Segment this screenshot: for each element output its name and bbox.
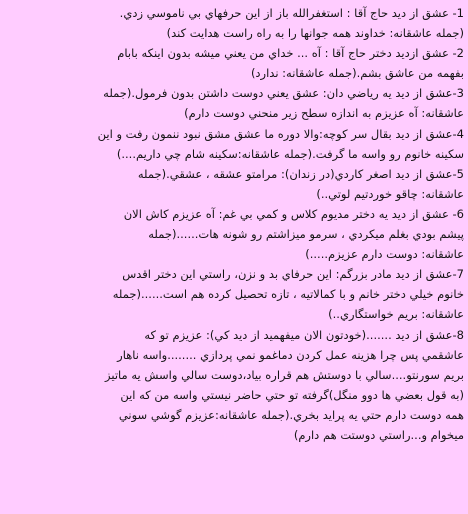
text-line: 6- عشق از ديد يه دختر مديوم كلاس و كمي بي غم: آه عزيزم كاش الان [123,206,464,221]
text-line: بريم سورنتو....سالي با دوستش هم قراره بياد،دوست سالي واسش يه ماتيز [105,367,464,382]
text-line: عاشقانه: آه عزيزم به اندازه سطح زير منحني دوست دارم) [184,106,464,121]
text-line: 8-عشق از ديد .......(خودتون الان ميفهميد از ديد كي): عزيزم تو كه [144,327,464,342]
text-line: بفهمه من عاشق بشم.(جمله عاشقانه: ندارد) [250,66,464,81]
article-text [8,3,464,445]
text-line: 5-عشق از ديد اصغر كاردي(در زندان): مرامتو عشقه ، عشقي.(جمله [137,166,464,181]
text-line: همه دوست دارم حتي يه پرايد بخري.(جمله عاشقانه:عزيزم گوشي سوني [118,407,464,422]
text-line: 3-عشق از ديد يه رياضي دان: عشق يعني دوست داشتن بدون فرمول.(جمله [103,86,464,101]
text-line: عاشقمي پس چرا هزينه عمل كردن دماغمو نمي پردازي ........واسه ناهار [117,347,464,362]
text-line: پيشم بودي بغلم ميكردي ، سرمو ميزاشتم رو شونه هات......(جمله [148,227,464,242]
text-line: 2- عشق ازديد دختر حاج آقا : آه ... خداي من يعني ميشه بدون اينكه بابام [117,46,464,61]
text-line: 7-عشق از ديد مادر بزرگم: اين حرفاي بد و نزن، راستي اين دختر اقدس [122,267,464,282]
text-line: عاشقانه: بريم خواستگاري..) [328,307,464,322]
text-line: سكينه خانوم رو واسه ما گرفت.(جمله عاشقانه:سكينه شام چي داريم....) [116,146,464,161]
text-line: (به قول بعضي ها دوو منگل)گرفته تو حتي حاضر نيستي واسه من كه اين [120,387,464,402]
page [0,3,468,514]
text-line: عاشقانه: دوست دارم عزيزم.....) [305,247,464,262]
text-line: (جمله عاشقانه: خداوند همه جوانها را به راه راست هدايت كند) [166,26,464,41]
text-line: عاشقانه: چاقو خوردتيم لوتي..) [316,186,464,201]
text-line: 4-عشق از ديد بقال سر كوچه:والا دوره ما عشق مشق نبود ننمون رفت و اين [97,126,464,141]
text-line: 1- عشق از ديد حاج آقا : استغفرالله باز از اين حرفهاي بي ناموسي زدي. [119,6,464,20]
text-line: ميخوام و...راستي دوستت هم دارم) [293,427,464,442]
text-line: خانوم خيلي دختر خانم و با كمالاتيه ، تازه تحصيل كرده هم است......(جمله [112,287,464,302]
